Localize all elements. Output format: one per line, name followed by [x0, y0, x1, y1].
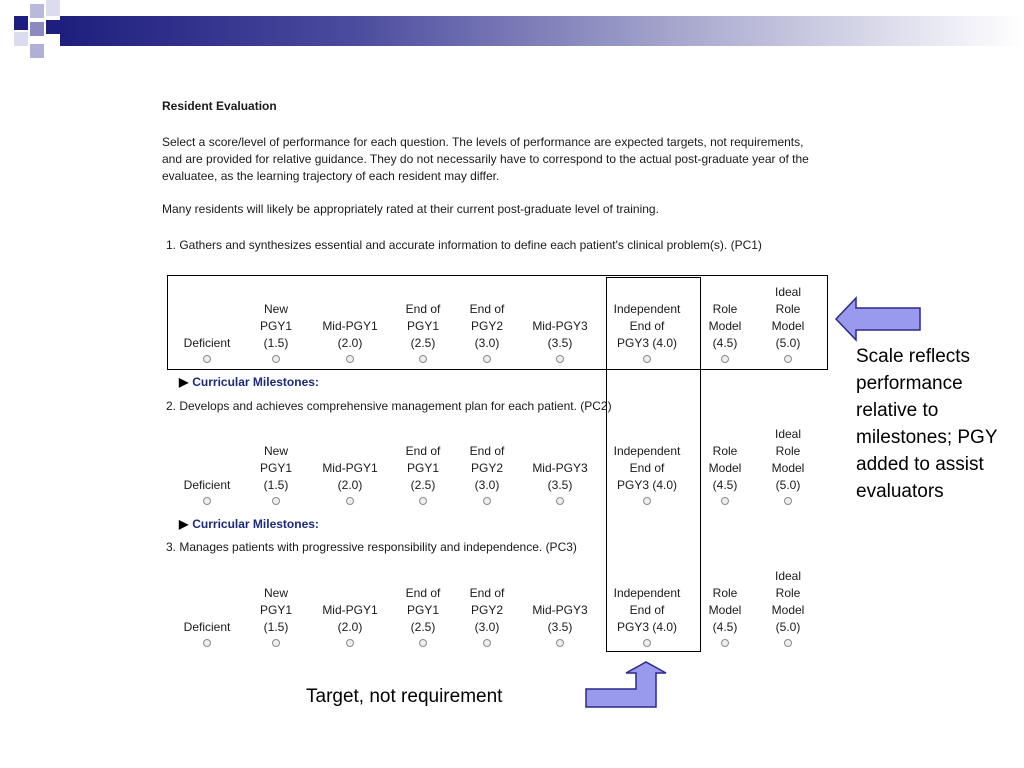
scale-option-label: End of PGY1 (2.5) — [405, 302, 441, 350]
scale-option-label: Role Model (4.5) — [708, 444, 742, 492]
curricular-milestones-toggle[interactable] — [179, 517, 319, 531]
form-title: Resident Evaluation — [162, 99, 277, 113]
scale-option-label: Independent End of PGY3 (4.0) — [613, 586, 681, 634]
scale-radio-button[interactable] — [556, 639, 564, 647]
scale-option-label: Deficient — [183, 620, 231, 634]
expand-triangle-icon: ▶ — [179, 517, 189, 531]
header-square — [30, 4, 44, 18]
scale-highlight-box — [167, 275, 828, 370]
up-bent-arrow-icon — [584, 661, 680, 711]
target-callout: Target, not requirement — [306, 686, 503, 707]
header-square — [30, 44, 44, 58]
scale-radio-button[interactable] — [784, 497, 792, 505]
scale-option-label: Deficient — [183, 478, 231, 492]
scale-option-label: Mid-PGY1 (2.0) — [322, 319, 378, 350]
scale-radio-button[interactable] — [272, 639, 280, 647]
scale-radio-button[interactable] — [483, 497, 491, 505]
scale-option-label: Deficient — [183, 336, 231, 350]
header-gradient-bar — [60, 16, 1024, 46]
scale-option-label: Independent End of PGY3 (4.0) — [613, 302, 681, 350]
scale-option-label: Independent End of PGY3 (4.0) — [613, 444, 681, 492]
scale-option-label: End of PGY1 (2.5) — [405, 586, 441, 634]
scale-option-label: Ideal Role Model (5.0) — [771, 285, 805, 350]
question-1: 1. Gathers and synthesizes essential and accurate information to define each patient's clinical problem(s). (PC1) — [166, 238, 762, 252]
scale-option-label: End of PGY2 (3.0) — [469, 586, 505, 634]
header-square — [30, 22, 44, 36]
scale-option-label: New PGY1 (1.5) — [259, 444, 292, 492]
header-square — [46, 0, 60, 16]
question-3: 3. Manages patients with progressive responsibility and independence. (PC3) — [166, 540, 577, 554]
scale-option — [743, 568, 833, 647]
scale-option-label: Mid-PGY1 (2.0) — [322, 603, 378, 634]
scale-radio-button[interactable] — [346, 497, 354, 505]
scale-option-label: End of PGY2 (3.0) — [469, 302, 505, 350]
scale-callout: Scale reflects performance relative to milestones; PGY added to assist evaluators — [856, 346, 998, 502]
form-instructions: Select a score/level of performance for each question. The levels of performance are expected targets, not requirements, and are provided for relative guidance. They do not necessarily have to correspond to the actual post-graduate year of the evaluatee, as the learning trajectory of each resident may differ. — [162, 135, 809, 183]
scale-option — [743, 426, 833, 505]
scale-option — [515, 602, 605, 647]
scale-radio-button[interactable] — [556, 497, 564, 505]
scale-option-label: Ideal Role Model (5.0) — [771, 427, 805, 492]
left-arrow-icon — [834, 296, 924, 342]
scale-option-label: Mid-PGY3 (3.5) — [532, 319, 588, 350]
form-note: Many residents will likely be appropriately rated at their current post-graduate level of training. — [162, 202, 659, 216]
scale-radio-button[interactable] — [721, 497, 729, 505]
scale-radio-button[interactable] — [721, 639, 729, 647]
scale-option-label: Mid-PGY3 (3.5) — [532, 461, 588, 492]
header-square — [14, 16, 28, 30]
scale-radio-button[interactable] — [419, 639, 427, 647]
scale-option — [515, 460, 605, 505]
scale-option-label: Ideal Role Model (5.0) — [771, 569, 805, 634]
header-square — [14, 32, 28, 46]
scale-radio-button[interactable] — [419, 497, 427, 505]
curricular-milestones-toggle[interactable] — [179, 375, 319, 389]
scale-option-label: End of PGY1 (2.5) — [405, 444, 441, 492]
scale-option-label: Role Model (4.5) — [708, 586, 742, 634]
scale-option-label: New PGY1 (1.5) — [259, 586, 292, 634]
expand-triangle-icon: ▶ — [179, 375, 189, 389]
milestones-label: Curricular Milestones: — [192, 375, 319, 389]
scale-option-label: Mid-PGY1 (2.0) — [322, 461, 378, 492]
scale-radio-button[interactable] — [483, 639, 491, 647]
scale-option-label: New PGY1 (1.5) — [259, 302, 292, 350]
scale-radio-button[interactable] — [203, 639, 211, 647]
rating-scale-q3 — [0, 567, 1024, 647]
milestones-label: Curricular Milestones: — [192, 517, 319, 531]
question-2: 2. Develops and achieves comprehensive management plan for each patient. (PC2) — [166, 399, 612, 413]
scale-option-label: End of PGY2 (3.0) — [469, 444, 505, 492]
scale-radio-button[interactable] — [203, 497, 211, 505]
scale-option-label: Role Model (4.5) — [708, 302, 742, 350]
header-square — [46, 20, 60, 34]
target-column-highlight — [606, 277, 701, 652]
scale-radio-button[interactable] — [346, 639, 354, 647]
scale-radio-button[interactable] — [784, 639, 792, 647]
scale-radio-button[interactable] — [272, 497, 280, 505]
scale-option-label: Mid-PGY3 (3.5) — [532, 603, 588, 634]
